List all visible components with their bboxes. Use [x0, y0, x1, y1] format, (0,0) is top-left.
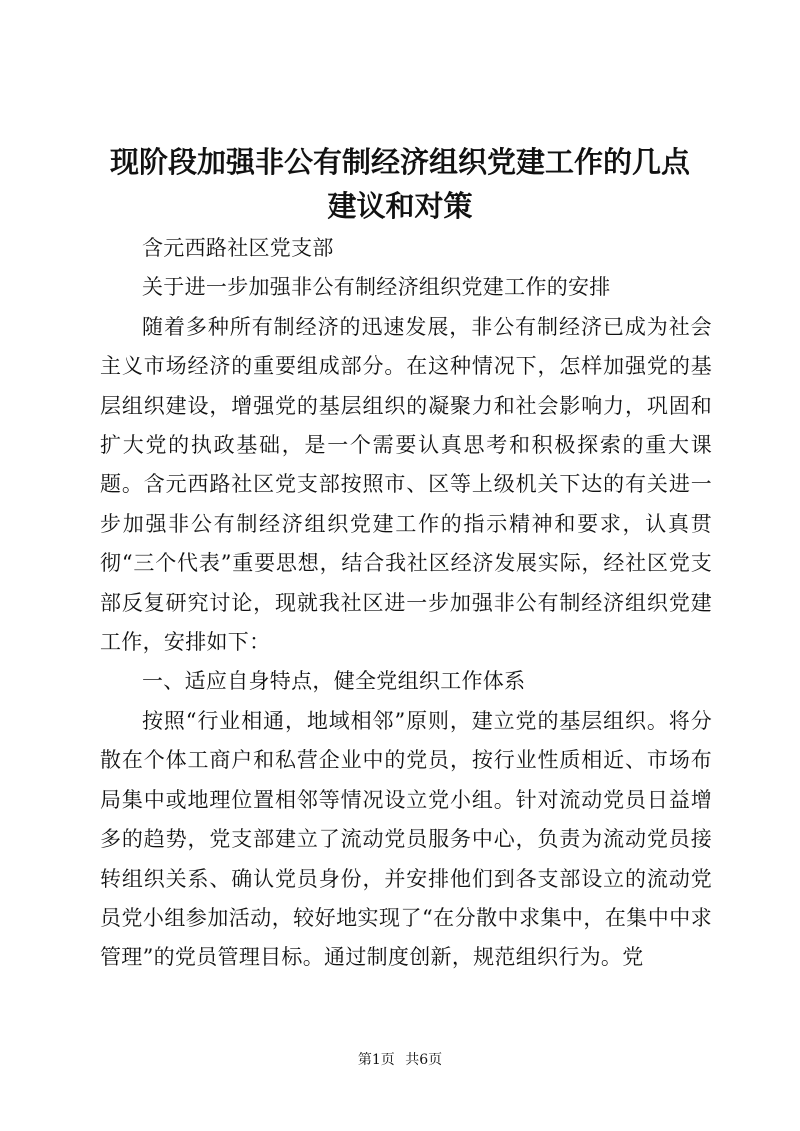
body-paragraph: 随着多种所有制经济的迅速发展，非公有制经济已成为社会主义市场经济的重要组成部分。在这种情况下，怎样加强党的基层组织建设，增强党的基层组织的凝聚力和社会影响力，巩固和扩大党的执政基础，是一个需要认真思考和积极探索的重大课题。含元西路社区党支部按照市、区等上级机关下达的有关进一步加强非公有制经济组织党建工作的指示精神和要求，认真贯彻“三个代表”重要思想，结合我社区经济发展实际，经社区党支部反复研究讨论，现就我社区进一步加强非公有制经济组织党建工作，安排如下：: [100, 314, 712, 655]
page-total: 共6页: [405, 1052, 443, 1068]
body-paragraph: 按照“行业相通，地域相邻”原则，建立党的基层组织。将分散在个体工商户和私营企业中的党员，按行业性质相近、市场布局集中或地理位置相邻等情况设立党小组。针对流动党员日益增多的趋势，党支部建立了流动党员服务中心，负责为流动党员接转组织关系、确认党员身份，并安排他们到各支部设立的流动党员党小组参加活动，较好地实现了“在分散中求集中，在集中中求管理”的党员管理目标。通过制度创新，规范组织行为。党: [100, 708, 712, 970]
section-heading: 一、适应自身特点，健全党组织工作体系: [142, 669, 526, 694]
page-footer: [0, 1050, 800, 1070]
document-body: [100, 229, 712, 978]
page-number: 第1页: [357, 1052, 395, 1068]
issuer-line: 含元西路社区党支部: [142, 236, 334, 260]
document-title: 现阶段加强非公有制经济组织党建工作的几点建议和对策: [109, 145, 690, 223]
subtitle-line: 关于进一步加强非公有制经济组织党建工作的安排: [142, 275, 611, 300]
